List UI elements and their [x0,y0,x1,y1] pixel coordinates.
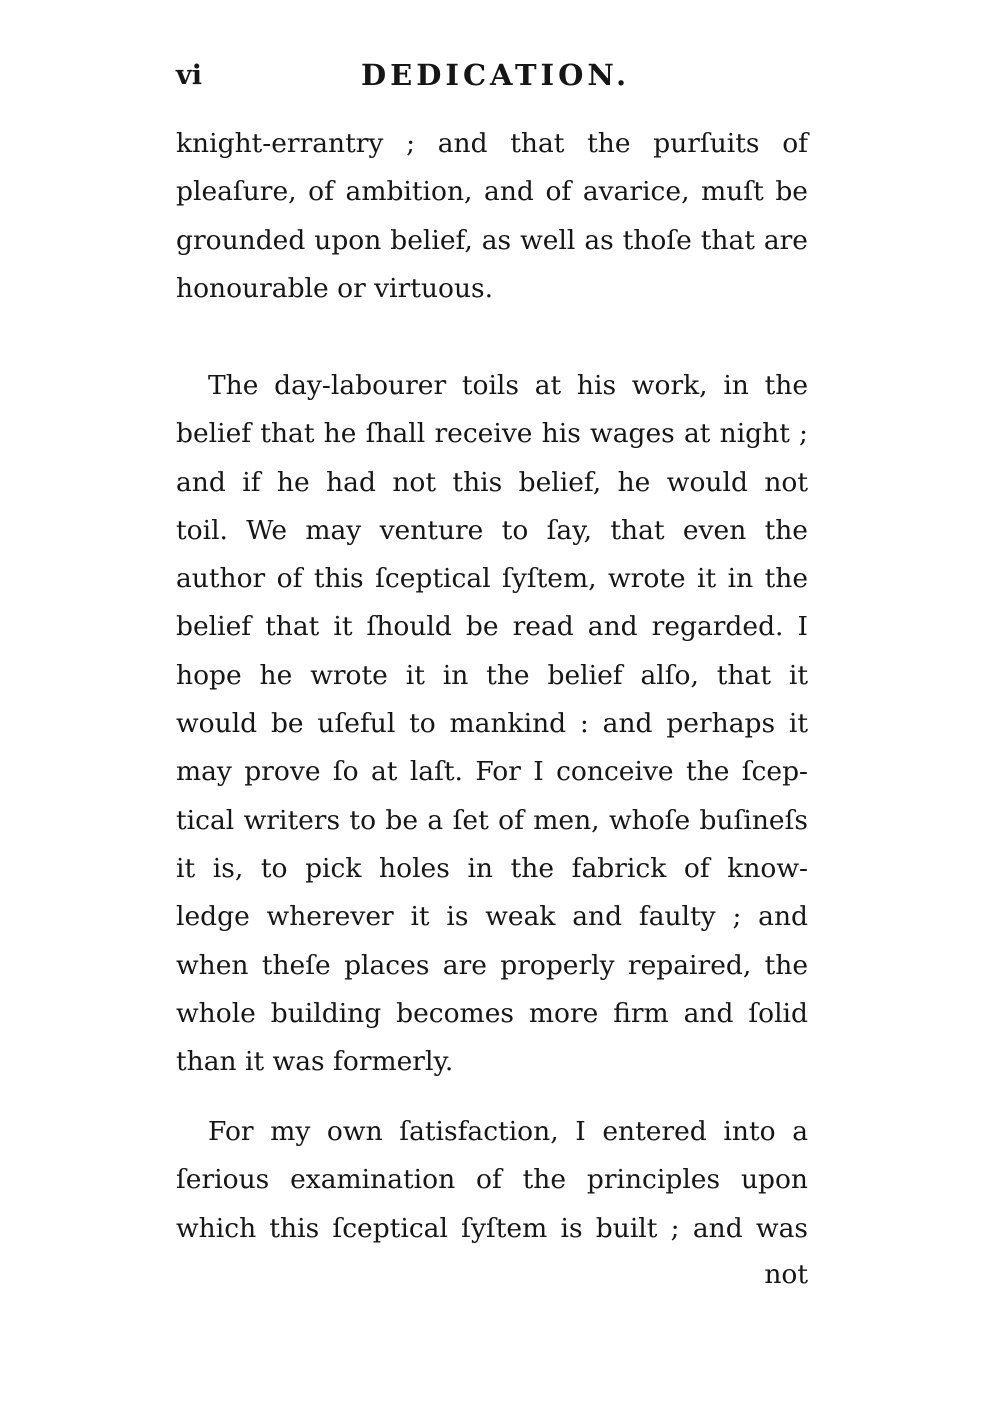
text-line: it is, to pick holes in the fabrick of know- [176,852,808,884]
text-line: toil. We may venture to ſay, that even the [176,514,808,546]
text-line: For my own ſatisfaction, I entered into a [208,1116,808,1147]
text-line: and if he had not this belief, he would not [176,466,808,498]
text-line: grounded upon belief, as well as thoſe that are [176,224,808,256]
text-line: The day-labourer toils at his work, in the [208,370,808,401]
paragraph-1 [176,120,808,313]
text-line: hope he wrote it in the belief alſo, that it [176,659,808,691]
text-line: ledge wherever it is weak and faulty ; and [176,901,808,933]
catchword: not [764,1259,808,1290]
text-line: knight-errantry ; and that the purſuits of [176,128,808,159]
text-line: belief that he ſhall receive his wages at night ; [176,418,808,450]
text-line: honourable or virtuous. [176,272,494,304]
text-line: ſerious examination of the principles upon [176,1164,808,1196]
text-line: when theſe places are properly repaired, the [176,949,808,981]
paragraph-3 [176,1108,808,1253]
page-number: vi [176,60,202,91]
text-line: belief that it ſhould be read and regarded. I [176,611,808,643]
text-line: whole building becomes more firm and ſolid [176,997,808,1029]
running-header [176,58,816,98]
text-line: pleaſure, of ambition, and of avarice, muſt be [176,176,808,208]
text-line: may prove ſo at laſt. For I conceive the ſcep- [176,756,808,788]
text-line: would be uſeful to mankind : and perhaps it [176,708,808,740]
paragraph-2 [176,362,808,1086]
text-line: which this ſceptical ſyſtem is built ; and was [176,1212,808,1244]
text-line: author of this ſceptical ſyſtem, wrote it in the [176,563,808,595]
running-title: DEDICATION. [361,58,631,92]
text-line: than it was formerly. [176,1046,454,1078]
text-line: tical writers to be a ſet of men, whoſe buſineſs [176,804,808,836]
